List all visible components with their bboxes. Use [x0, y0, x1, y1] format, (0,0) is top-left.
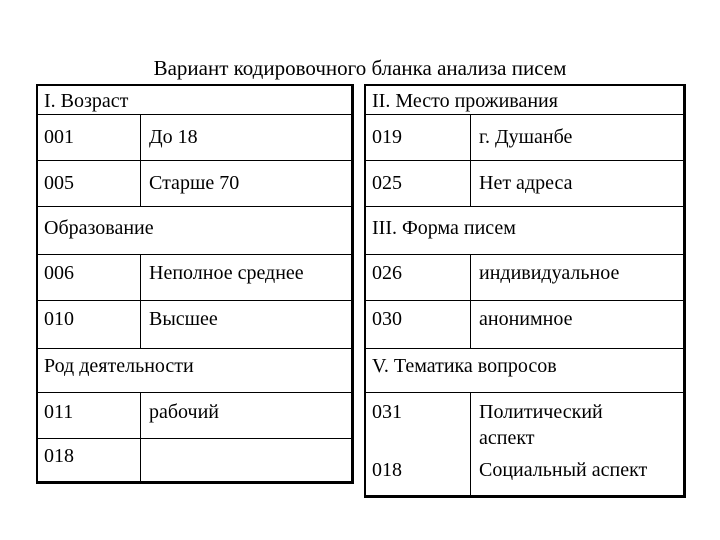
code-cell: 026: [372, 262, 402, 284]
section-header-education: Образование: [44, 217, 154, 239]
label-cell: Социальный аспект: [479, 459, 648, 481]
divider: [366, 348, 683, 349]
label-cell: индивидуальное: [479, 262, 620, 284]
divider: [38, 348, 351, 349]
divider: [366, 160, 683, 161]
divider: [366, 206, 683, 207]
code-cell: 018: [372, 459, 402, 481]
divider: [38, 254, 351, 255]
label-cell: анонимное: [479, 308, 573, 330]
section-header-topics: V. Тематика вопросов: [372, 355, 557, 377]
divider: [366, 392, 683, 393]
section-header-occupation: Род деятельности: [44, 355, 194, 377]
code-cell: 005: [44, 172, 74, 194]
divider: [366, 254, 683, 255]
divider: [366, 300, 683, 301]
label-cell: Политический аспект: [479, 401, 603, 449]
section-header-residence: II. Место проживания: [372, 90, 558, 112]
column-divider: [140, 392, 141, 484]
code-cell: 010: [44, 308, 74, 330]
left-coding-table: [36, 84, 354, 484]
code-cell: 011: [44, 401, 74, 423]
label-cell: До 18: [149, 126, 198, 148]
code-cell: 006: [44, 262, 74, 284]
right-coding-table: [364, 84, 686, 498]
divider: [38, 300, 351, 301]
label-cell: Неполное среднее: [149, 262, 304, 284]
column-divider: [470, 392, 471, 496]
divider: [366, 114, 683, 115]
divider: [38, 438, 351, 439]
column-divider: [140, 254, 141, 348]
label-cell: Нет адреса: [479, 172, 573, 194]
divider: [38, 392, 351, 393]
label-cell: г. Душанбе: [479, 126, 573, 148]
document-title: Вариант кодировочного бланка анализа писем: [153, 56, 567, 80]
label-cell: Старше 70: [149, 172, 240, 194]
section-header-letter-form: III. Форма писем: [372, 217, 516, 239]
column-divider: [470, 254, 471, 348]
label-cell: рабочий: [149, 401, 219, 423]
code-cell: 001: [44, 126, 74, 148]
code-cell: 019: [372, 126, 402, 148]
divider: [38, 114, 351, 115]
column-divider: [470, 114, 471, 206]
code-cell: 018: [44, 445, 74, 467]
label-cell: Высшее: [149, 308, 218, 330]
section-header-age: I. Возраст: [44, 90, 129, 112]
divider: [38, 160, 351, 161]
code-cell: 030: [372, 308, 402, 330]
code-cell: 031: [372, 401, 402, 423]
code-cell: 025: [372, 172, 402, 194]
column-divider: [140, 114, 141, 206]
divider: [38, 206, 351, 207]
